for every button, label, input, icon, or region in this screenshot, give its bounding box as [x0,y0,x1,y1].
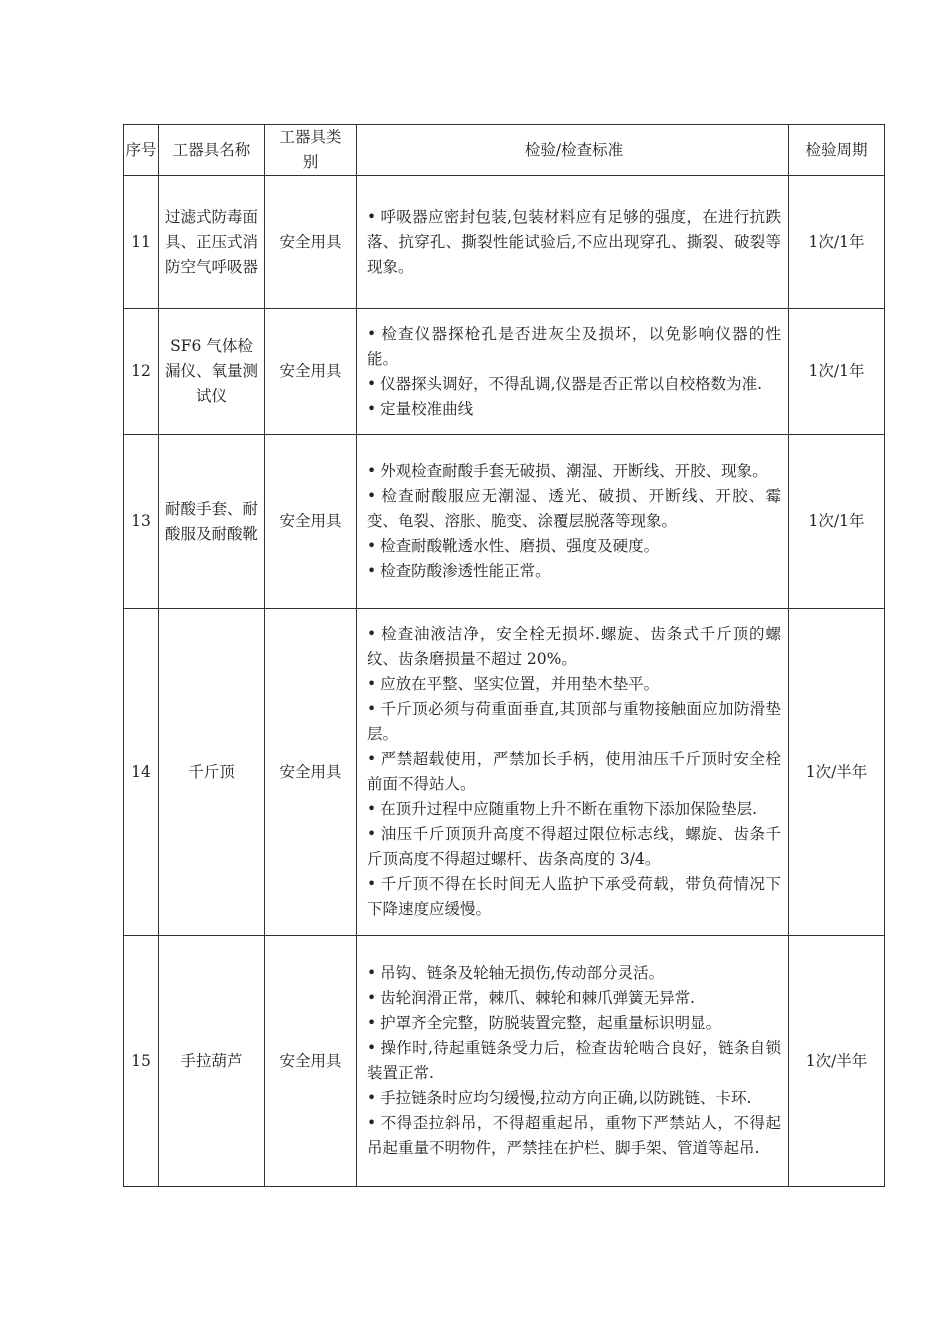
standard-item: • 外观检查耐酸手套无破损、潮湿、开断线、开胶、现象。 [367,459,781,484]
standard-item: • 不得歪拉斜吊，不得超重起吊，重物下严禁站人，不得起吊起重量不明物件，严禁挂在护栏、脚手架、管道等起吊. [367,1111,781,1161]
row-standard [357,435,789,609]
standard-item: • 在顶升过程中应随重物上升不断在重物下添加保险垫层. [367,797,781,822]
table-row [124,176,885,309]
row-type: 安全用具 [265,176,357,309]
table-header-row [124,125,885,176]
row-no: 13 [124,435,159,609]
table-row [124,435,885,609]
row-name: 手拉葫芦 [159,936,265,1187]
standard-item: • 手拉链条时应均匀缓慢,拉动方向正确,以防跳链、卡环. [367,1086,781,1111]
header-no: 序号 [124,125,159,176]
table-row [124,309,885,435]
row-standard [357,309,789,435]
standard-item: • 检查耐酸服应无潮湿、透光、破损、开断线、开胶、霉变、龟裂、溶胀、脆变、涂覆层脱落等现象。 [367,484,781,534]
standard-item: • 定量校准曲线 [367,397,781,422]
standard-item: • 严禁超载使用，严禁加长手柄，使用油压千斤顶时安全栓前面不得站人。 [367,747,781,797]
row-standard [357,936,789,1187]
standard-item: • 千斤顶必须与荷重面垂直,其顶部与重物接触面应加防滑垫层。 [367,697,781,747]
row-name: 耐酸手套、耐酸服及耐酸靴 [159,435,265,609]
row-standard [357,176,789,309]
row-no: 14 [124,609,159,936]
standard-item: • 操作时,待起重链条受力后，检查齿轮啮合良好，链条自锁装置正常. [367,1036,781,1086]
row-name: 过滤式防毒面具、正压式消防空气呼吸器 [159,176,265,309]
row-name: 千斤顶 [159,609,265,936]
table-row [124,609,885,936]
row-cycle: 1次/1年 [789,309,885,435]
row-type: 安全用具 [265,936,357,1187]
header-cycle: 检验周期 [789,125,885,176]
row-type: 安全用具 [265,609,357,936]
standard-item: • 检查油液洁净，安全栓无损坏.螺旋、齿条式千斤顶的螺纹、齿条磨损量不超过 20%。 [367,622,781,672]
header-name: 工器具名称 [159,125,265,176]
row-cycle: 1次/1年 [789,176,885,309]
row-name: SF6 气体检漏仪、氧量测试仪 [159,309,265,435]
row-no: 15 [124,936,159,1187]
standard-item: • 齿轮润滑正常，棘爪、棘轮和棘爪弹簧无异常. [367,986,781,1011]
row-cycle: 1次/半年 [789,936,885,1187]
standard-item: • 吊钩、链条及轮轴无损伤,传动部分灵活。 [367,961,781,986]
row-no: 12 [124,309,159,435]
standard-item: • 仪器探头调好，不得乱调,仪器是否正常以自校格数为准. [367,372,781,397]
inspection-standards-table [123,124,885,1187]
header-type: 工器具类别 [265,125,357,176]
row-standard [357,609,789,936]
row-cycle: 1次/1年 [789,435,885,609]
row-no: 11 [124,176,159,309]
standard-item: • 护罩齐全完整，防脱装置完整，起重量标识明显。 [367,1011,781,1036]
standard-item: • 检查仪器探枪孔是否进灰尘及损坏，以免影响仪器的性能。 [367,322,781,372]
standard-item: • 油压千斤顶顶升高度不得超过限位标志线，螺旋、齿条千斤顶高度不得超过螺杆、齿条高度的 3/4。 [367,822,781,872]
standard-item: • 千斤顶不得在长时间无人监护下承受荷载，带负荷情况下下降速度应缓慢。 [367,872,781,922]
standard-item: • 检查防酸渗透性能正常。 [367,559,781,584]
header-standard: 检验/检查标准 [357,125,789,176]
row-cycle: 1次/半年 [789,609,885,936]
row-type: 安全用具 [265,309,357,435]
row-type: 安全用具 [265,435,357,609]
standard-item: • 呼吸器应密封包装,包装材料应有足够的强度，在进行抗跌落、抗穿孔、撕裂性能试验后,不应出现穿孔、撕裂、破裂等现象。 [367,205,781,280]
standard-item: • 应放在平整、坚实位置，并用垫木垫平。 [367,672,781,697]
standard-item: • 检查耐酸靴透水性、磨损、强度及硬度。 [367,534,781,559]
table-row [124,936,885,1187]
